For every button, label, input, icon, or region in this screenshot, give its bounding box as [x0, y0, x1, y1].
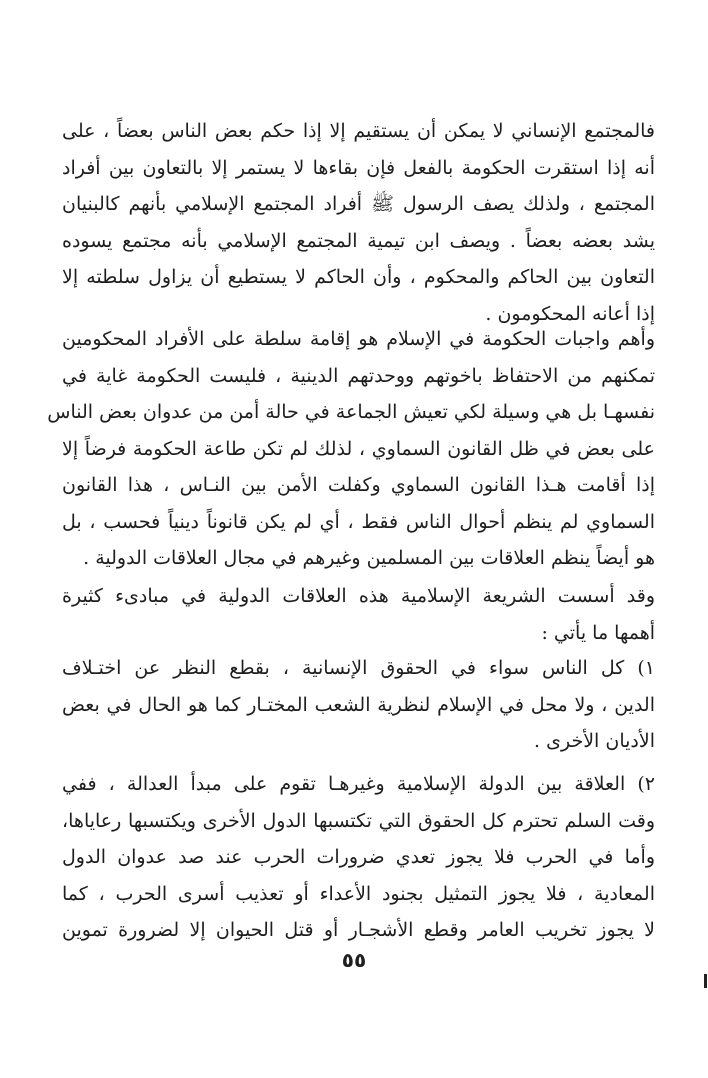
text-line: التعاون بين الحاكم والمحكوم ، وأن الحاكم لا يستطيع أن يزاول سلطته إلا — [62, 266, 655, 288]
text-line: ٢) العلاقة بين الدولة الإسلامية وغيرهـا تقوم على مبدأ العدالة ، ففي — [62, 773, 655, 795]
text-line: على بعض في ظل القانون السماوي ، لذلك لم تكن طاعة الحكومة فرضاً إلا — [62, 437, 655, 460]
text-line: أنه إذا استقرت الحكومة بالفعل فإن بقاءها لا يستمر إلا بالتعاون بين أفراد — [62, 156, 655, 179]
text-line: نفسهـا بل هي وسيلة لكي تعيش الجماعة في حالة أمن من عدوان بعض الناس — [47, 401, 655, 423]
paragraph-2 — [47, 321, 655, 577]
text-line: تمكنهم من الاحتفاظ باخوتهم ووحدتهم الدينية ، فليست الحكومة غاية في — [62, 364, 655, 387]
text-line: وقد أسست الشريعة الإسلامية هذه العلاقات الدولية في مبادىء كثيرة — [62, 585, 655, 607]
text-line: السماوي لم ينظم أحوال الناس فقط ، أي لم يكن قانوناً دينياً فحسب ، بل — [62, 510, 655, 533]
paragraph-1 — [62, 113, 655, 332]
text-line: الأديان الأخرى . — [534, 730, 655, 752]
text-line: أهمها ما يأتي : — [541, 621, 655, 644]
text-line: إذا أعانه المحكومون . — [485, 302, 655, 325]
paragraph-5 — [62, 766, 655, 949]
text-line: وقت السلم تحترم كل الحقوق التي تكتسبها الدول الأخرى ويكتسبها رعاياها، — [62, 809, 655, 832]
paragraph-3 — [62, 578, 655, 651]
text-line: ١) كل الناس سواء في الحقوق الإنسانية ، بقطع النظر عن اختـلاف — [62, 657, 655, 679]
text-line: لا يجوز تخريب العامر وقطع الأشجـار أو قتل الحيوان إلا لضرورة تموين — [62, 919, 655, 941]
text-line: إذا أقامت هـذا القانون السماوي وكفلت الأمن بين النـاس ، هذا القانون — [62, 474, 655, 496]
text-line: يشد بعضه بعضاً . ويصف ابن تيمية المجتمع الإسلامي بأنه مجتمع يسوده — [62, 229, 655, 252]
text-line: المعادية ، فلا يجوز التمثيل بجنود الأعداء أو تعذيب أسرى الحرب ، كما — [62, 882, 655, 905]
text-line: الدين ، ولا محل في الإسلام لنظرية الشعب المختـار كما هو الحال في بعض — [62, 693, 655, 716]
paragraph-4 — [62, 650, 655, 760]
text-line: فالمجتمع الإنساني لا يمكن أن يستقيم إلا إذا حكم بعض الناس بعضاً ، على — [62, 120, 655, 142]
page-number: ٥٥ — [341, 948, 367, 972]
text-line: المجتمع ، ولذلك يصف الرسول ﷺ أفراد المجتمع الإسلامي بأنهم كالبنيان — [62, 193, 655, 215]
text-line: وأهم واجبات الحكومة في الإسلام هو إقامة سلطة على الأفراد المحكومين — [62, 328, 655, 350]
scan-edge-mark — [704, 974, 707, 988]
text-line: وأما في الحرب فلا يجوز تعدي ضرورات الحرب عند صد عدوان الدول — [62, 846, 655, 868]
text-line: هو أيضاً ينظم العلاقات بين المسلمين وغيرهم في مجال العلاقات الدولية . — [83, 547, 655, 569]
